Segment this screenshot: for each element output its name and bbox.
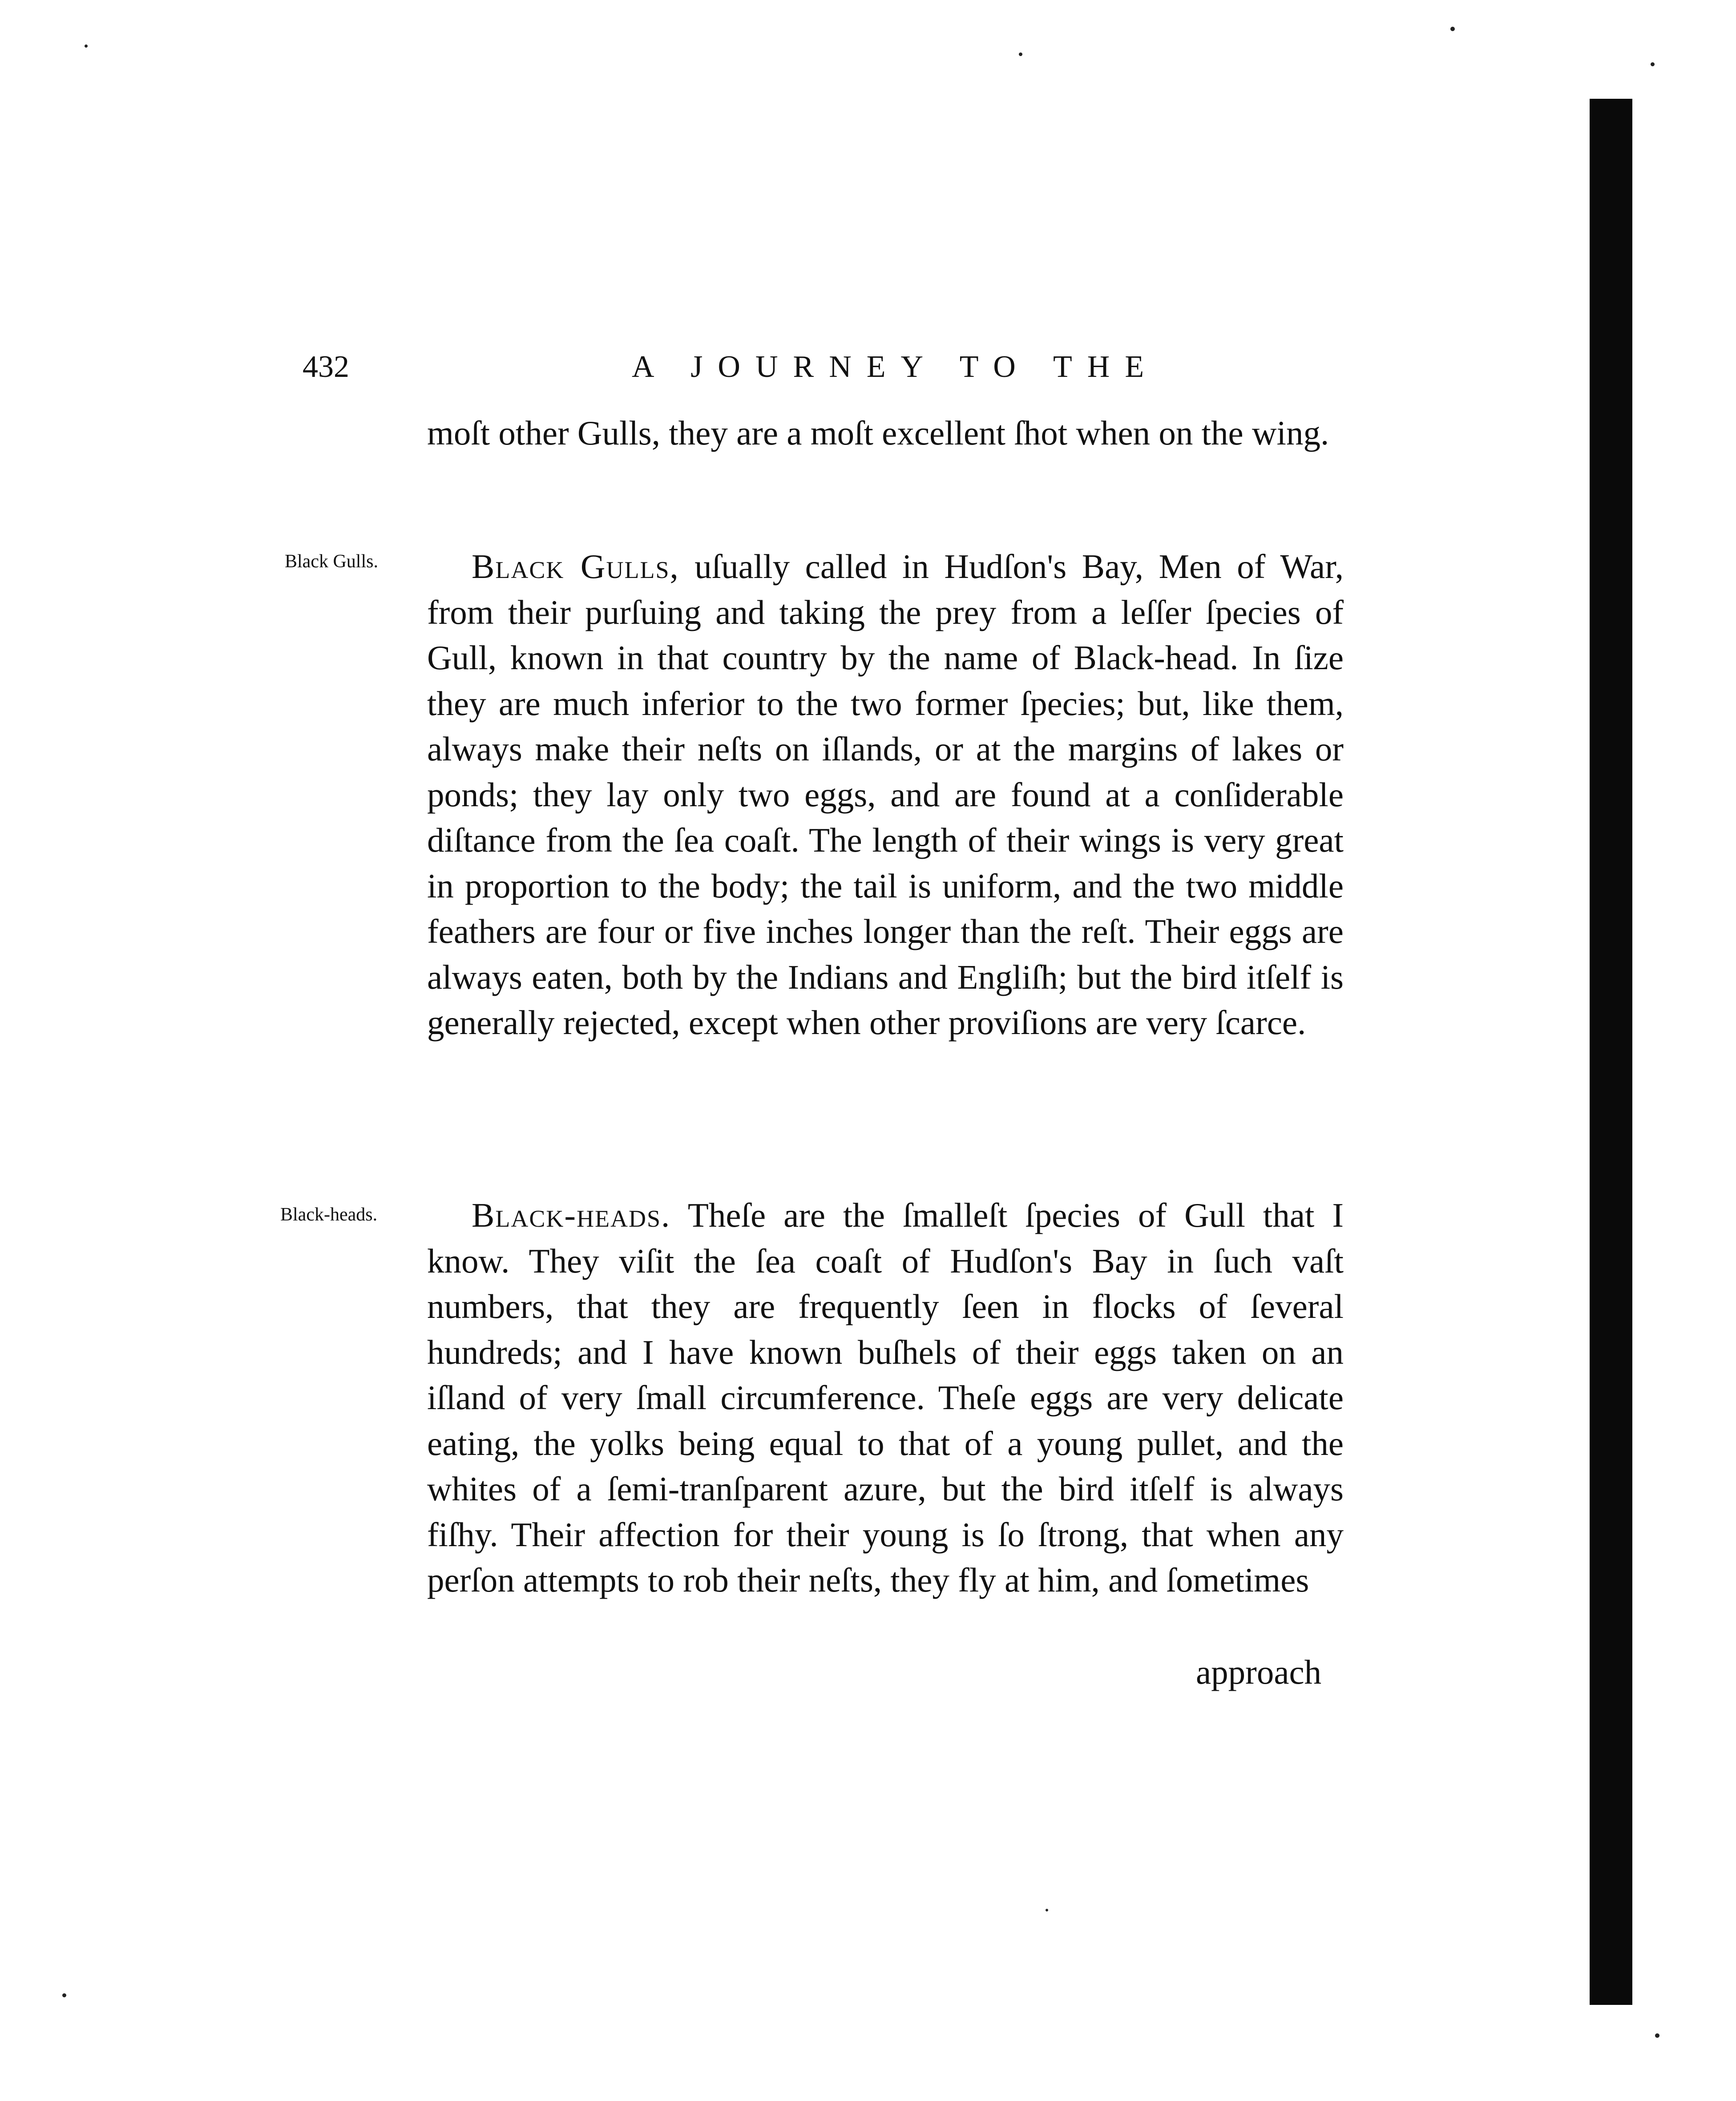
- running-title: A JOURNEY TO THE: [632, 350, 1159, 384]
- continuation-paragraph: moſt other Gulls, they are a moſt excellent ſhot when on the wing.: [427, 414, 1329, 452]
- scan-speck: [62, 1993, 66, 1997]
- scan-speck: [1019, 53, 1022, 56]
- scan-speck: [85, 44, 88, 48]
- scan-speck: [1655, 2033, 1659, 2038]
- black-heads-paragraph: [427, 1192, 1344, 1603]
- black-gulls-lead: Black Gulls,: [472, 547, 679, 586]
- page-number: 432: [303, 350, 349, 384]
- black-heads-text: Theſe are the ſmalleſt ſpecies of Gull that I know. They viſit the ſea coaſt of Hudſon's Bay in ſuch vaſt numbers, that they are frequently ſeen in flocks of ſeveral hundreds; and I have known buſhels of their eggs taken on an iſland of very ſmall circumference. Theſe eggs are very delicate eating, the yolks being equal to that of a young pullet, and the whites of a ſemi-tranſparent azure, but the bird itſelf is always fiſhy. Their affection for their young is ſo ſtrong, that when any perſon attempts to rob their neſts, they fly at him, and ſometimes: [427, 1196, 1344, 1599]
- sidenote-black-gulls: Black Gulls.: [285, 551, 378, 572]
- catchword: approach: [1196, 1653, 1322, 1691]
- sidenote-black-heads: Black-heads.: [280, 1204, 378, 1225]
- page-header: [303, 343, 1335, 392]
- scan-speck: [1651, 62, 1655, 66]
- black-heads-lead: Black-heads.: [472, 1196, 671, 1234]
- scan-edge-shadow: [1590, 99, 1632, 2005]
- scan-speck: [1450, 27, 1455, 31]
- black-gulls-paragraph: [427, 544, 1344, 1046]
- scan-speck: [1046, 1909, 1048, 1911]
- black-gulls-text: uſually called in Hudſon's Bay, Men of War, from their purſuing and taking the prey from a leſſer ſpecies of Gull, known in that country by the name of Black-head. In ſize they are much inferior to the two former ſpecies; but, like them, always make their neſts on iſlands, or at the margins of lakes or ponds; they lay only two eggs, and are found at a conſiderable diſtance from the ſea coaſt. The length of their wings is very great in proportion to the body; the tail is uniform, and the two middle feathers are four or five inches longer than the reſt. Their eggs are always eaten, both by the Indians and Engliſh; but the bird itſelf is generally rejected, except when other proviſions are very ſcarce.: [427, 547, 1344, 1042]
